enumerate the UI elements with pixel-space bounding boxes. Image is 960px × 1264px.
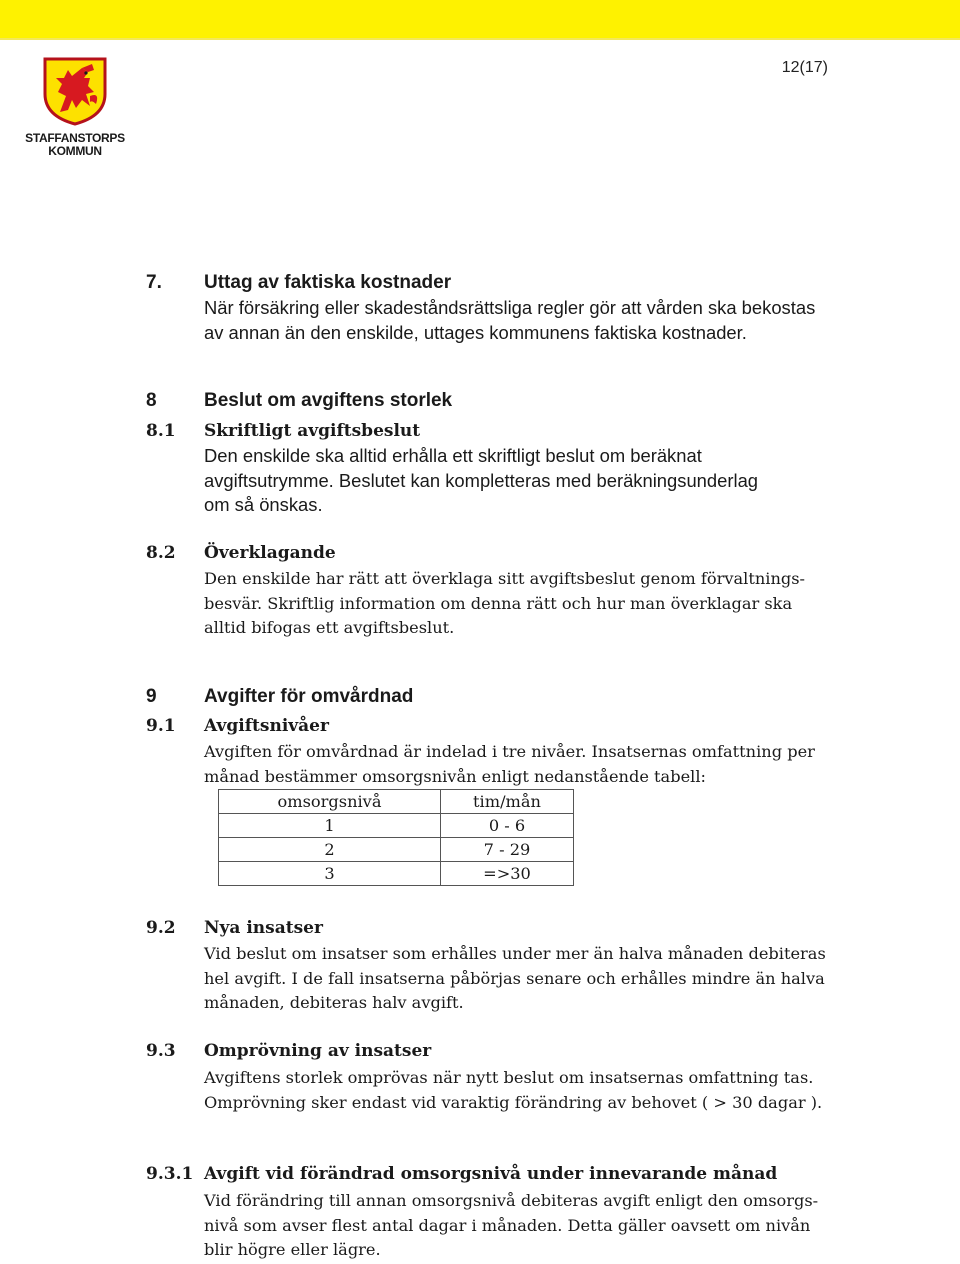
- section-8-heading: [0, 390, 960, 414]
- paragraph-line: av annan än den enskilde, uttages kommunens faktiska kostnader.: [204, 321, 747, 343]
- paragraph-line: månad bestämmer omsorgsnivån enligt nedanstående tabell:: [204, 766, 706, 786]
- subsection-9-3-heading: [0, 1041, 960, 1063]
- subsection-number: 8.2: [146, 543, 176, 563]
- paragraph-line: nivå som avser flest antal dagar i månaden. Detta gäller oavsett om nivån: [204, 1215, 811, 1235]
- paragraph-line: Omprövning sker endast vid varaktig förändring av behovet ( > 30 dagar ).: [204, 1092, 823, 1112]
- table-cell: 1: [219, 814, 441, 838]
- logo-text-line2: KOMMUN: [48, 144, 102, 158]
- subsection-number: 9.3: [146, 1041, 176, 1061]
- section-title: Avgifter för omvårdnad: [204, 686, 414, 707]
- subsection-8-2-body: [204, 567, 805, 641]
- subsection-8-1-heading: [0, 421, 960, 443]
- subsection-9-2-body: [204, 942, 826, 1016]
- table-row: [219, 862, 574, 886]
- section-number: 8: [146, 390, 157, 411]
- section-9-heading: [0, 686, 960, 710]
- subsection-number: 9.2: [146, 918, 176, 938]
- header-band: [0, 0, 960, 38]
- section-title: Beslut om avgiftens storlek: [204, 390, 453, 411]
- subsection-title: Omprövning av insatser: [204, 1041, 432, 1061]
- paragraph-line: Avgiftens storlek omprövas när nytt beslut om insatsernas omfattning tas.: [204, 1068, 814, 1087]
- table-row: [219, 838, 574, 862]
- page-number: 12(17): [781, 59, 828, 76]
- subsection-9-3-1-body: [204, 1189, 818, 1263]
- paragraph-line: om så önskas.: [204, 494, 323, 515]
- municipality-logo: [24, 56, 126, 160]
- table-cell: 3: [219, 862, 441, 886]
- table-row: [219, 814, 574, 838]
- subsection-8-1-body: [204, 444, 758, 518]
- paragraph-line: Den enskilde har rätt att överklaga sitt avgiftsbeslut genom förvaltnings-: [204, 569, 806, 588]
- subsection-9-2-heading: [0, 918, 960, 940]
- subsection-number: 8.1: [146, 421, 176, 441]
- section-7-heading: [0, 272, 960, 296]
- paragraph-line: Vid beslut om insatser som erhålles under mer än halva månaden debiteras: [204, 944, 826, 963]
- paragraph-line: När försäkring eller skadeståndsrättsliga regler gör att vården ska bekostas: [204, 297, 816, 318]
- paragraph-line: besvär. Skriftlig information om denna rätt och hur man överklagar ska: [204, 593, 793, 613]
- table-header-cell: tim/mån: [441, 790, 574, 814]
- subsection-9-3-1-heading: [0, 1164, 960, 1186]
- subsection-number: 9.3.1: [146, 1164, 194, 1184]
- paragraph-line: Vid förändring till annan omsorgsnivå debiteras avgift enligt den omsorgs-: [204, 1191, 819, 1210]
- paragraph-line: Den enskilde ska alltid erhålla ett skriftligt beslut om beräknat: [204, 445, 702, 466]
- subsection-9-1-heading: [0, 716, 960, 738]
- subsection-9-3-body: [204, 1066, 822, 1115]
- lion-shield-icon: [42, 56, 108, 126]
- subsection-number: 9.1: [146, 716, 176, 736]
- paragraph-line: Avgiften för omvårdnad är indelad i tre nivåer. Insatsernas omfattning per: [204, 742, 815, 761]
- header-band-edge: [0, 38, 960, 40]
- subsection-title: Avgift vid förändrad omsorgsnivå under innevarande månad: [204, 1164, 778, 1184]
- table-cell: 0 - 6: [441, 814, 574, 838]
- paragraph-line: avgiftsutrymme. Beslutet kan kompletteras med beräkningsunderlag: [204, 469, 759, 491]
- table-header-row: [219, 790, 574, 814]
- paragraph-line: hel avgift. I de fall insatserna påbörjas senare och erhålles mindre än halva: [204, 968, 825, 988]
- table-cell: 2: [219, 838, 441, 862]
- section-number: 7.: [146, 272, 162, 293]
- section-7-body: [204, 296, 815, 345]
- subsection-title: Avgiftsnivåer: [204, 716, 329, 736]
- logo-text-line1: STAFFANSTORPS: [25, 131, 125, 145]
- table-cell: =>30: [441, 862, 574, 886]
- paragraph-line: blir högre eller lägre.: [204, 1240, 381, 1260]
- subsection-title: Överklagande: [204, 543, 336, 563]
- subsection-title: Nya insatser: [204, 918, 323, 938]
- section-title: Uttag av faktiska kostnader: [204, 272, 452, 293]
- subsection-9-1-body: [204, 740, 815, 789]
- table-header-cell: omsorgsnivå: [219, 790, 441, 814]
- care-level-table: [218, 789, 574, 886]
- section-number: 9: [146, 686, 157, 707]
- paragraph-line: alltid bifogas ett avgiftsbeslut.: [204, 618, 455, 638]
- table-cell: 7 - 29: [441, 838, 574, 862]
- subsection-8-2-heading: [0, 543, 960, 565]
- paragraph-line: månaden, debiteras halv avgift.: [204, 993, 464, 1013]
- subsection-title: Skriftligt avgiftsbeslut: [204, 421, 421, 441]
